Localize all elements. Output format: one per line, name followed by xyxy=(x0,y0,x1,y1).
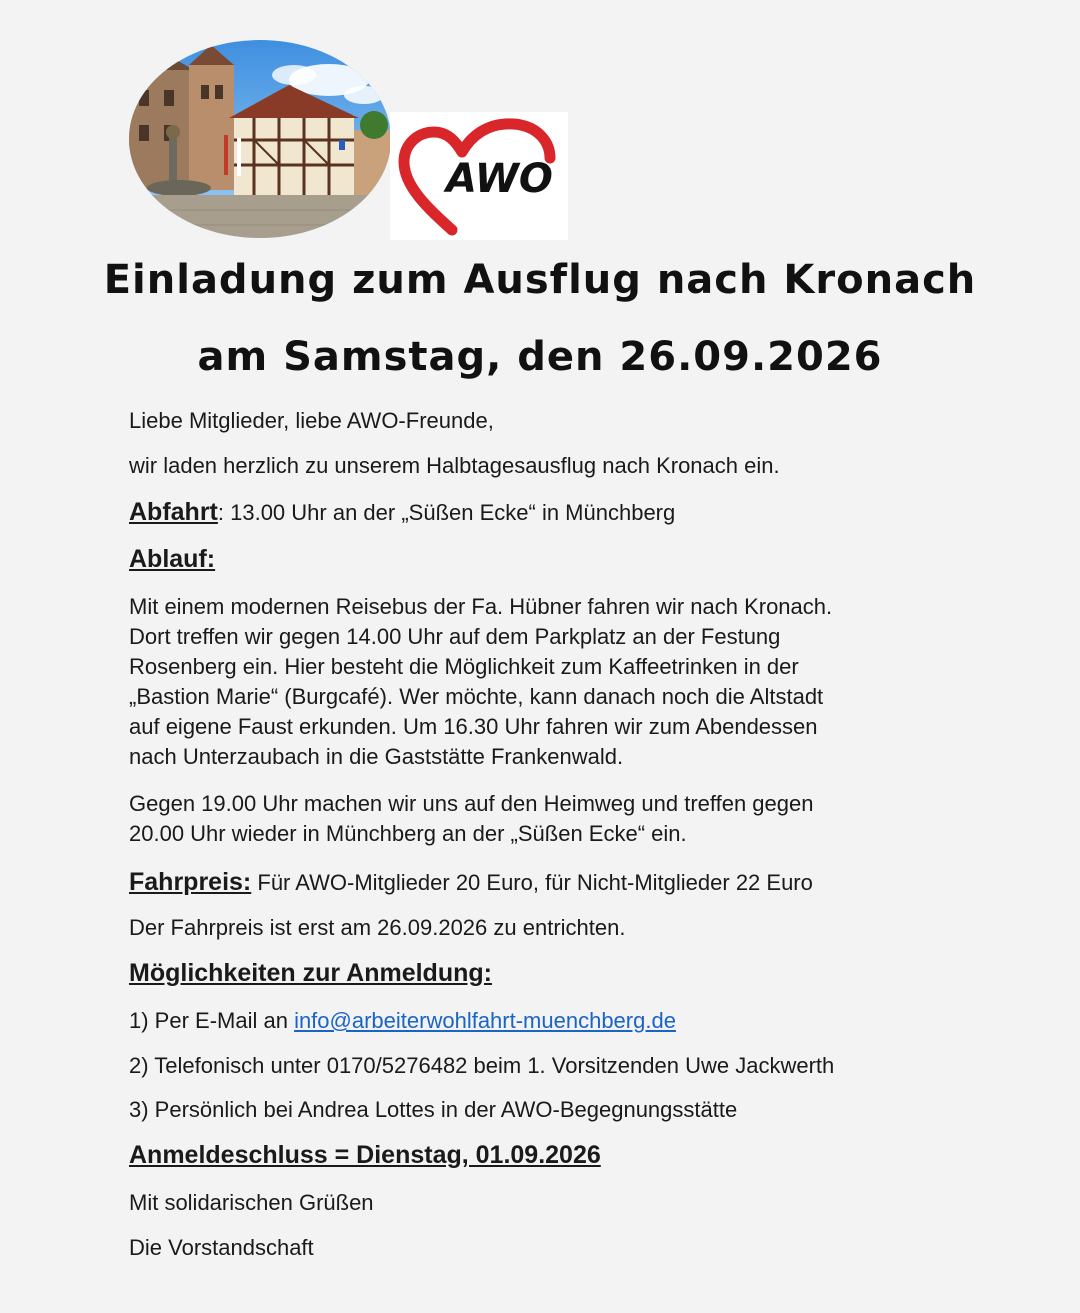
ablauf-line: Dort treffen wir gegen 14.00 Uhr auf dem Parkplatz an der Festung xyxy=(129,624,781,649)
signature: Die Vorstandschaft xyxy=(129,1235,314,1260)
abfahrt-text: : 13.00 Uhr an der „Süßen Ecke“ in Münchberg xyxy=(217,500,676,525)
anmeldung-option-1 xyxy=(129,1006,969,1036)
title-line-1: Einladung zum Ausflug nach Kronach xyxy=(103,257,977,303)
ablauf-line: Rosenberg ein. Hier besteht die Möglichkeit zum Kaffeetrinken in der xyxy=(129,654,799,679)
ablauf-heading: Ablauf: xyxy=(129,545,216,573)
anmeldung-option-2: 2) Telefonisch unter 0170/5276482 beim 1. Vorsitzenden Uwe Jackwerth xyxy=(129,1053,835,1078)
ablauf-paragraph-1 xyxy=(129,592,969,772)
intro-text: wir laden herzlich zu unserem Halbtagesausflug nach Kronach ein. xyxy=(129,453,780,478)
anmeldung-option-3: 3) Persönlich bei Andrea Lottes in der AWO-Begegnungsstätte xyxy=(129,1097,738,1122)
deadline: Anmeldeschluss = Dienstag, 01.09.2026 xyxy=(129,1141,601,1169)
closing: Mit solidarischen Grüßen xyxy=(129,1190,374,1215)
fahrpreis-note: Der Fahrpreis ist erst am 26.09.2026 zu entrichten. xyxy=(129,915,626,940)
fahrpreis-line xyxy=(129,867,969,898)
logo-text: AWO xyxy=(446,156,553,202)
abfahrt-line xyxy=(129,497,969,528)
option-1-prefix: 1) Per E-Mail an xyxy=(129,1008,295,1033)
ablauf-line: „Bastion Marie“ (Burgcafé). Wer möchte, kann danach noch die Altstadt xyxy=(129,684,824,709)
ablauf-line: Gegen 19.00 Uhr machen wir uns auf den Heimweg und treffen gegen xyxy=(129,791,814,816)
ablauf-paragraph-2 xyxy=(129,789,969,849)
email-link[interactable]: info@arbeiterwohlfahrt-muenchberg.de xyxy=(294,1008,676,1033)
ablauf-line: Mit einem modernen Reisebus der Fa. Hübner fahren wir nach Kronach. xyxy=(129,594,833,619)
anmeldung-heading: Möglichkeiten zur Anmeldung: xyxy=(129,959,492,987)
fahrpreis-text: Für AWO-Mitglieder 20 Euro, für Nicht-Mitglieder 22 Euro xyxy=(251,870,813,895)
ablauf-line: 20.00 Uhr wieder in Münchberg an der „Süßen Ecke“ ein. xyxy=(129,821,687,846)
kronach-photo xyxy=(129,40,391,238)
ablauf-line: nach Unterzaubach in die Gaststätte Frankenwald. xyxy=(129,744,624,769)
awo-logo xyxy=(390,112,568,240)
fahrpreis-label: Fahrpreis: xyxy=(129,868,252,896)
ablauf-line: auf eigene Faust erkunden. Um 16.30 Uhr fahren wir zum Abendessen xyxy=(129,714,818,739)
greeting: Liebe Mitglieder, liebe AWO-Freunde, xyxy=(129,408,494,433)
title-line-2: am Samstag, den 26.09.2026 xyxy=(197,334,883,380)
abfahrt-label: Abfahrt xyxy=(129,498,218,526)
